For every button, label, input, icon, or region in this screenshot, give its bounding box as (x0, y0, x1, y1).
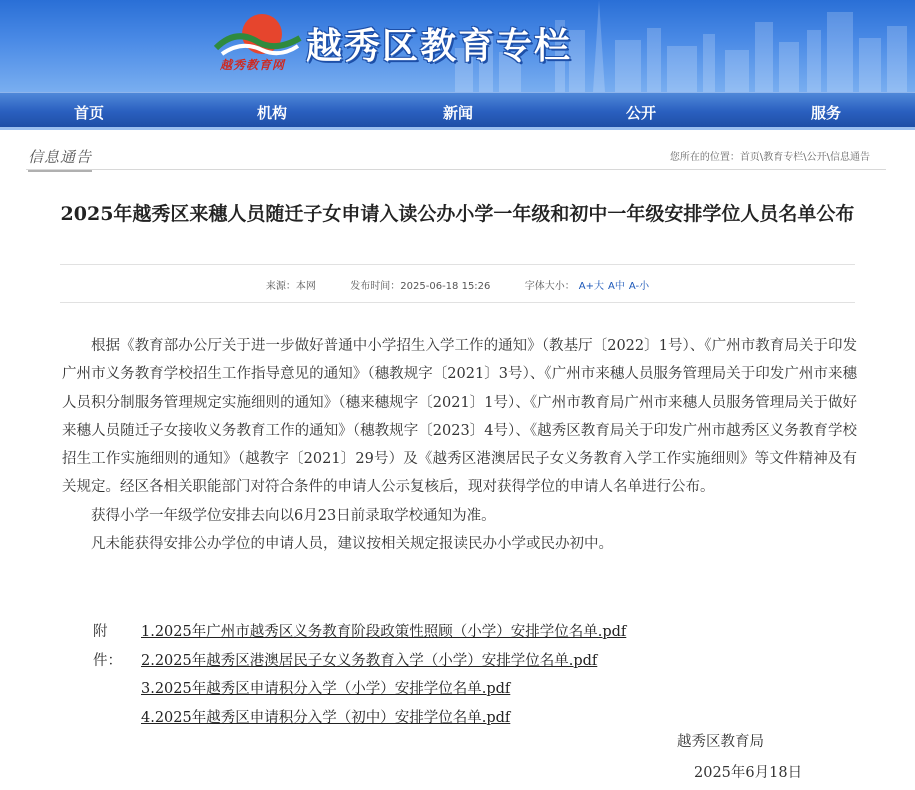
breadcrumb-public[interactable]: 公开 (806, 152, 827, 163)
site-title: 越秀区教育专栏 (306, 26, 573, 67)
attachment-link-3[interactable]: 3.2025年越秀区申请积分入学（小学）安排学位名单.pdf (141, 681, 511, 697)
article-paragraph: 获得小学一年级学位安排去向以6月23日前录取学校通知为准。 (91, 507, 496, 524)
main-nav (0, 92, 915, 130)
divider (60, 302, 855, 303)
article-title: 2025年越秀区来穗人员随迁子女申请入读公办小学一年级和初中一年级安排学位人员名单公布 (60, 203, 855, 225)
site-header (0, 0, 915, 92)
source-label: 来源： (265, 281, 296, 292)
breadcrumb-notices[interactable]: 信息通告 (830, 152, 870, 163)
breadcrumb (670, 148, 870, 163)
breadcrumb-home[interactable]: 首页 (739, 152, 760, 163)
logo-text: 越秀教育网 (220, 58, 286, 72)
source-value: 本网 (295, 281, 316, 292)
publish-time: 2025-06-18 15:26 (400, 281, 491, 292)
breadcrumb-prefix: 您所在的位置： (669, 152, 740, 163)
attachment-link-2[interactable]: 2.2025年越秀区港澳居民子女义务教育入学（小学）安排学位名单.pdf (141, 652, 598, 669)
attachment-link-1[interactable]: 1.2025年广州市越秀区义务教育阶段政策性照顾（小学）安排学位名单.pdf (141, 624, 627, 640)
nav-service[interactable]: 服务 (811, 104, 842, 122)
nav-home[interactable]: 首页 (74, 104, 105, 122)
signature-organization: 越秀区教育局 (677, 734, 764, 750)
section-title: 信息通告 (28, 146, 92, 172)
attachment-list (141, 618, 626, 732)
article-paragraph: 凡未能获得安排公办学位的申请人员，建议按相关规定报读民办小学或民办初中。 (91, 536, 613, 553)
breadcrumb-separator: \ (759, 152, 764, 163)
location-bar (26, 142, 886, 170)
font-size-medium-button[interactable]: A中 (608, 281, 625, 292)
font-size-large-button[interactable]: A+大 (578, 281, 605, 292)
breadcrumb-separator: \ (803, 152, 807, 163)
font-size-label: 字体大小： (524, 281, 575, 292)
divider (60, 264, 855, 265)
breadcrumb-separator: \ (826, 152, 830, 163)
font-size-small-button[interactable]: A-小 (628, 281, 650, 292)
nav-organization[interactable]: 机构 (257, 104, 288, 122)
article-meta (60, 277, 855, 292)
article-paragraph: 根据《教育部办公厅关于进一步做好普通中小学招生入学工作的通知》（教基厅〔2022〕1号）、《广州市教育局关于印发广州市义务教育学校招生工作指导意见的通知》（穗教规字〔2021〕3号）、《广州市来穗人员服务管理局关于印发广州市来穗人员积分制服务管理规定实施细则的通知》（穗来穗规字〔2021〕1号）、《广州市教育局广州市来穗人员服务管理局关于做好来穗人员随迁子女接收义务教育工作的通知》（穗教规字〔2023〕4号）、《越秀区教育局关于印发广州市越秀区义务教育学校招生工作实施细则的通知》（越教字〔2021〕29号）及《越秀区港澳居民子女义务教育入学工作实施细则》等文件精神及有关规定。经区各相关职能部门对符合条件的申请人公示复核后，现对获得学位的申请人名单进行公布。 (62, 338, 857, 496)
breadcrumb-education-column[interactable]: 教育专栏 (763, 152, 804, 163)
nav-news[interactable]: 新闻 (443, 104, 474, 122)
nav-public[interactable]: 公开 (626, 104, 657, 122)
attachments-label: 附件： (93, 624, 122, 669)
article-body (62, 332, 857, 558)
signature-date: 2025年6月18日 (694, 765, 803, 781)
publish-label: 发布时间： (350, 281, 401, 292)
attachment-link-4[interactable]: 4.2025年越秀区申请积分入学（初中）安排学位名单.pdf (141, 709, 511, 726)
